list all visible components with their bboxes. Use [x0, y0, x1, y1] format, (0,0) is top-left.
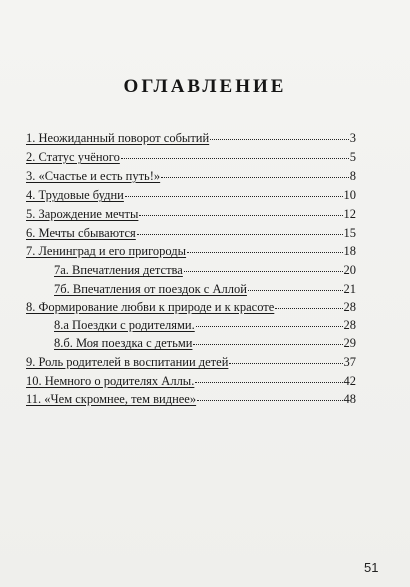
toc-dot-leader: [197, 400, 342, 401]
toc-entry: [26, 186, 356, 202]
toc-entry: [26, 129, 356, 145]
toc-entry: [54, 280, 356, 296]
toc-entry-page: 20: [343, 263, 356, 277]
toc-dot-leader: [121, 158, 349, 159]
toc-entry-label: 8.б. Моя поездка с детьми: [54, 336, 193, 350]
toc-entry-page: 42: [343, 374, 356, 388]
toc-entry-label: 7. Ленинград и его пригороды: [26, 244, 187, 258]
toc-entry-label: 4. Трудовые будни: [26, 188, 124, 202]
toc-entry-label: 5. Зарождение мечты: [26, 207, 139, 221]
toc-entry-page: 12: [343, 207, 356, 221]
toc-entry-page: 28: [343, 300, 356, 314]
toc-dot-leader: [196, 326, 343, 327]
toc-entry-label: 10. Немного о родителях Аллы.: [26, 374, 195, 388]
page-title: ОГЛАВЛЕНИЕ: [123, 76, 287, 97]
toc-entry-page: 18: [343, 244, 356, 258]
toc-dot-leader: [210, 139, 349, 140]
toc-entry-label: 8.а Поездки с родителями.: [54, 318, 195, 332]
toc-entry-label: 11. «Чем скромнее, тем виднее»: [26, 392, 197, 406]
toc-entry: [54, 261, 356, 277]
toc-dot-leader: [248, 290, 343, 291]
toc-entry: [26, 224, 356, 240]
toc-entry-label: 2. Статус учёного: [26, 150, 120, 164]
toc-entry-page: 37: [343, 355, 356, 369]
toc-dot-leader: [195, 382, 342, 383]
toc-dot-leader: [187, 252, 342, 253]
toc-entry-label: 8. Формирование любви к природе и к красоте: [26, 300, 275, 314]
toc-entry: [26, 205, 356, 221]
toc-entry: [54, 316, 356, 332]
toc-entry: [26, 298, 356, 314]
toc-entry: [26, 148, 356, 164]
toc-dot-leader: [193, 344, 342, 345]
toc-entry-page: 15: [343, 226, 356, 240]
page-number: 51: [364, 560, 379, 575]
toc-entry: [26, 390, 356, 406]
toc-entry: [26, 167, 356, 183]
toc-entry-page: 21: [343, 282, 356, 296]
toc-entry: [26, 242, 356, 258]
toc-entry: [26, 372, 356, 388]
toc-entry-label: 6. Мечты сбываются: [26, 226, 136, 240]
toc-entry-page: 10: [343, 188, 356, 202]
toc-entry-label: 7а. Впечатления детства: [54, 263, 183, 277]
toc-entry: [54, 334, 356, 350]
toc-dot-leader: [275, 308, 342, 309]
toc-entry-label: 7б. Впечатления от поездок с Аллой: [54, 282, 247, 296]
toc-entry-page: 29: [343, 336, 356, 350]
toc-entry-label: 3. «Счастье и есть путь!»: [26, 169, 161, 183]
toc-entry-label: 9. Роль родителей в воспитании детей: [26, 355, 229, 369]
toc-dot-leader: [125, 196, 343, 197]
toc-entry-label: 1. Неожиданный поворот событий: [26, 131, 210, 145]
toc-entry-page: 48: [343, 392, 356, 406]
toc-entry-page: 8: [349, 169, 356, 183]
toc-entry-page: 3: [349, 131, 356, 145]
toc-dot-leader: [161, 177, 349, 178]
toc-dot-leader: [137, 234, 343, 235]
toc-dot-leader: [229, 363, 342, 364]
toc-dot-leader: [139, 215, 342, 216]
toc-entry-page: 5: [349, 150, 356, 164]
toc-dot-leader: [184, 271, 343, 272]
toc-entry: [26, 353, 356, 369]
toc-entry-page: 28: [343, 318, 356, 332]
